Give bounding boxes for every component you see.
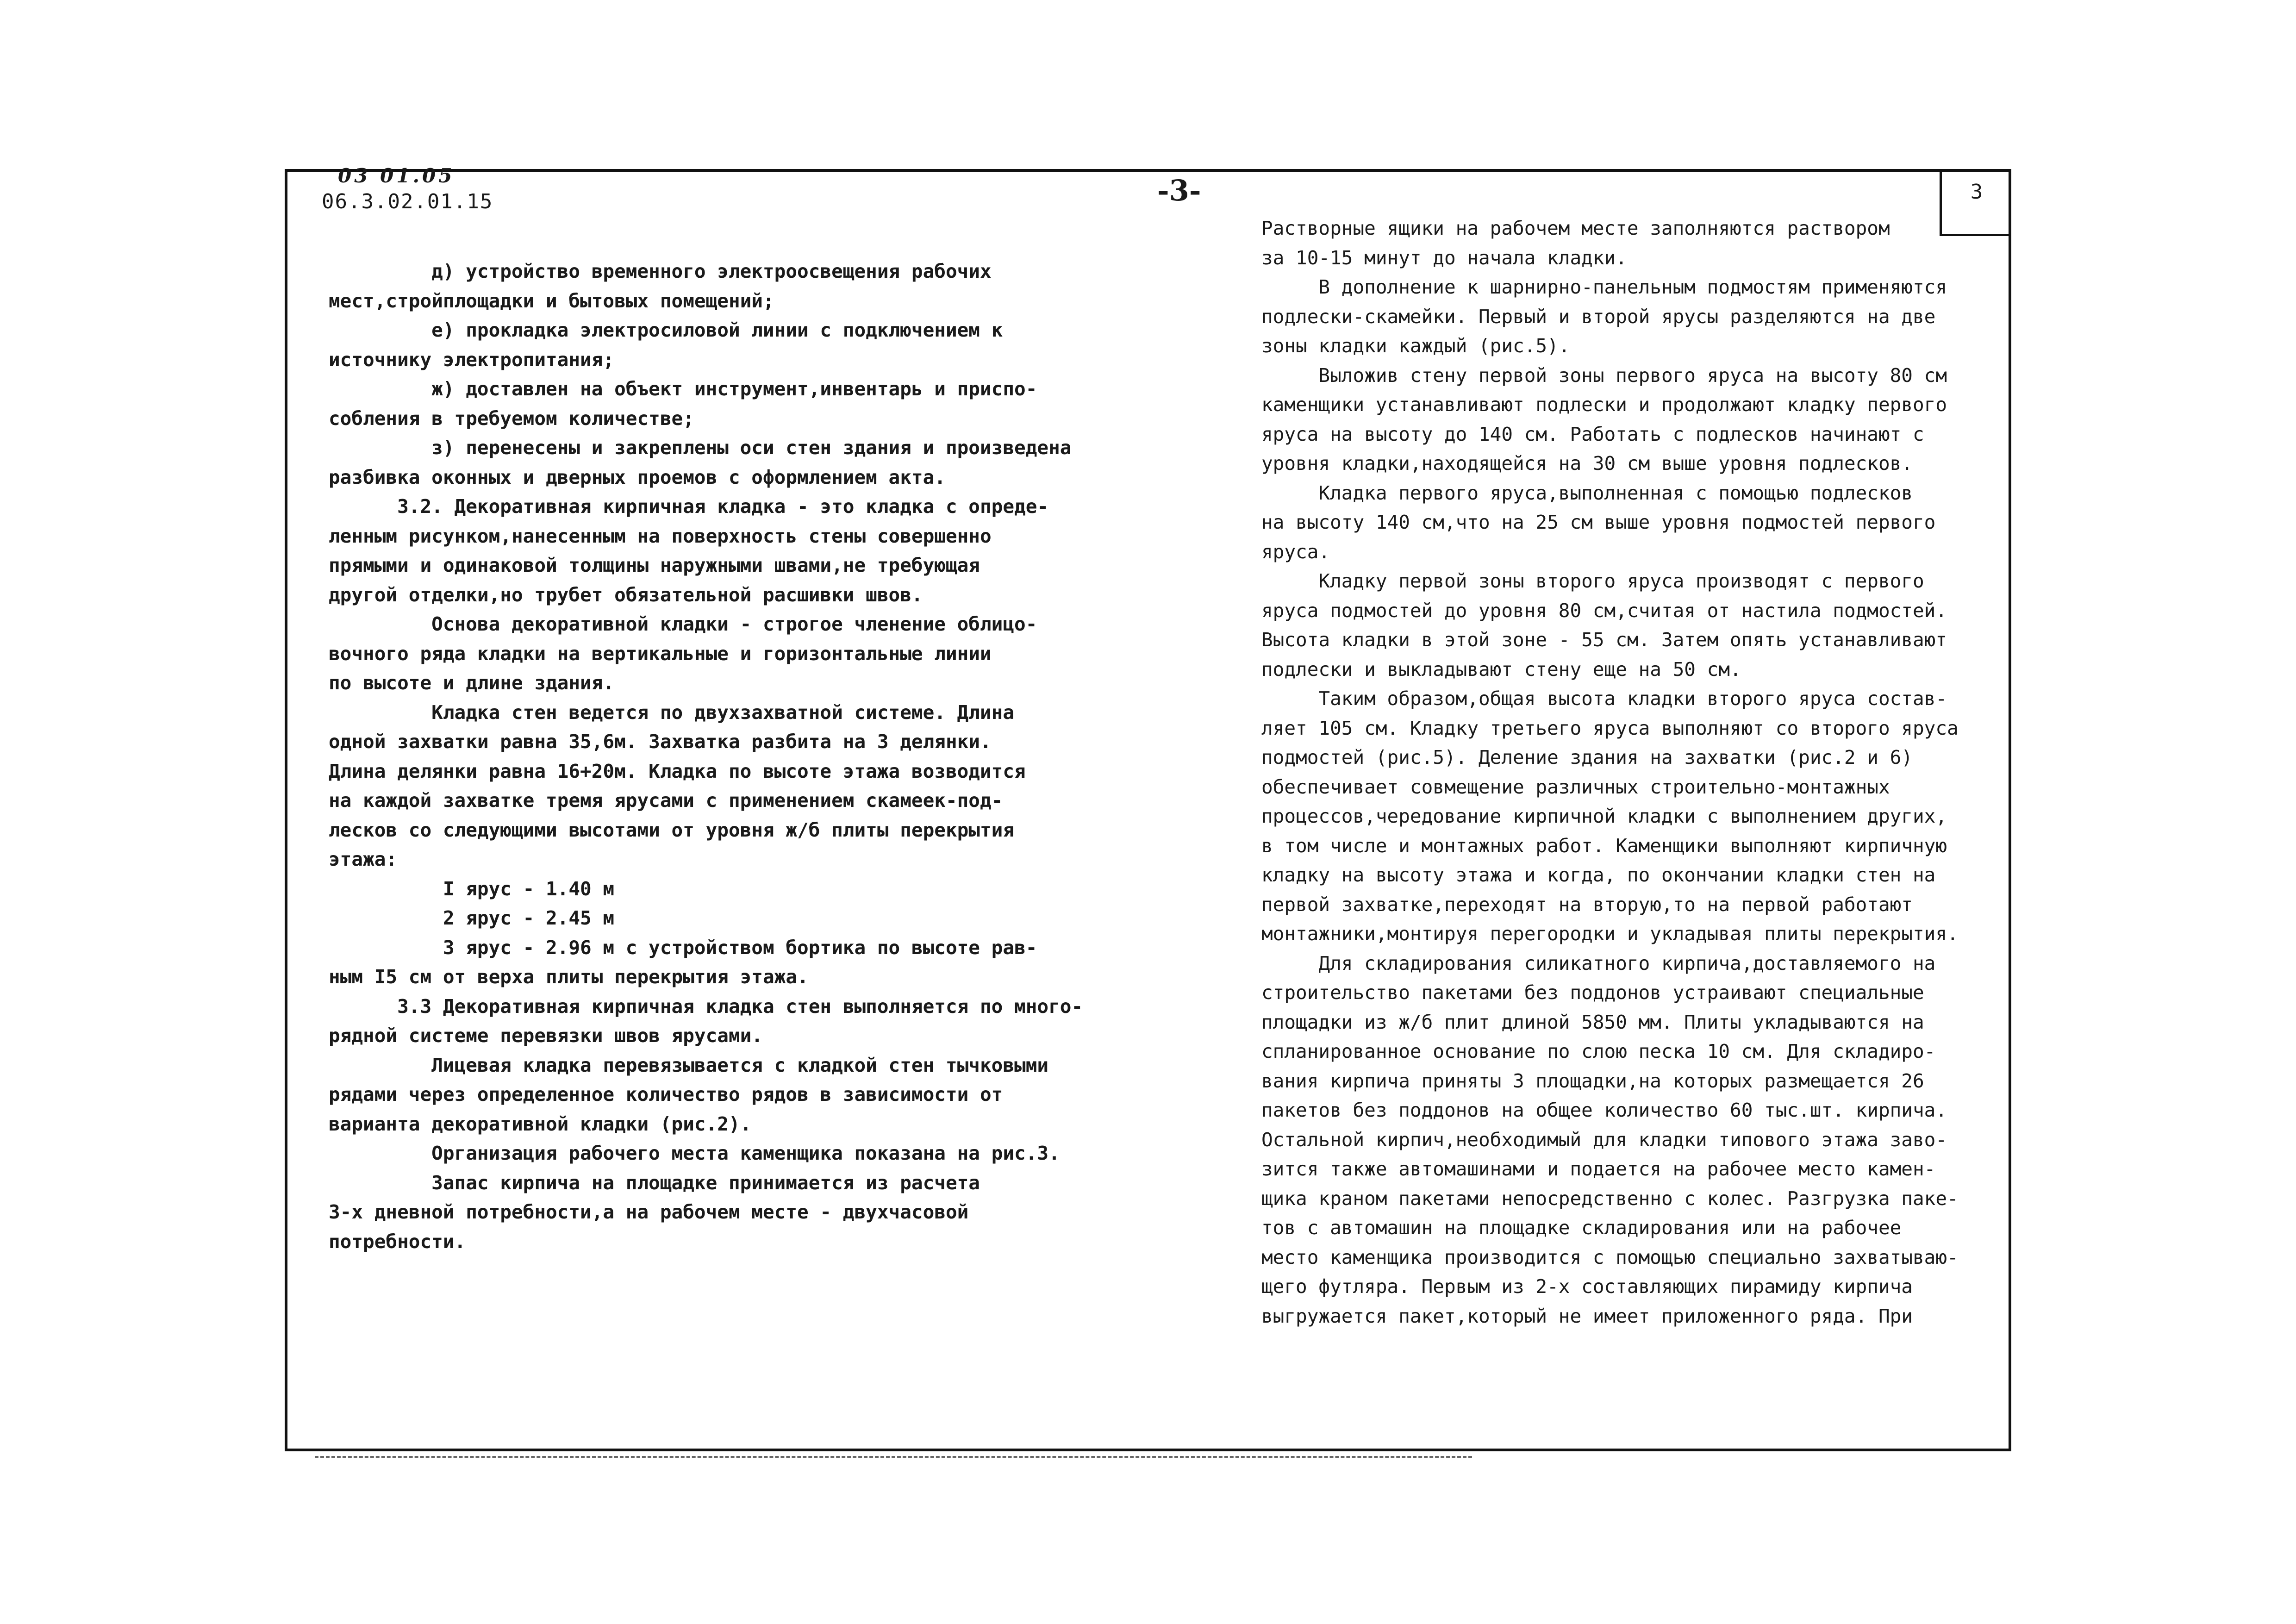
- right-text-line: яруса.: [1261, 540, 1330, 563]
- left-text-line: е) прокладка электросиловой линии с подключением к: [329, 319, 1003, 341]
- right-text-line: Растворные ящики на рабочем месте заполняются раствором: [1261, 217, 1890, 239]
- right-text-line: обеспечивает совмещение различных строительно-монтажных: [1261, 775, 1890, 798]
- left-text-line: вочного ряда кладки на вертикальные и горизонтальные линии: [329, 642, 992, 665]
- right-text-line: подмостей (рис.5). Деление здания на захватки (рис.2 и 6): [1261, 746, 1913, 768]
- right-text-line: яруса подмостей до уровня 80 см,считая от настила подмостей.: [1261, 599, 1947, 622]
- right-text-line: в том числе и монтажных работ. Каменщики выполняют кирпичную: [1261, 834, 1947, 857]
- left-text-line: мест,стройплощадки и бытовых помещений;: [329, 289, 774, 312]
- right-text-line: Кладка первого яруса,выполненная с помощью подлесков: [1261, 481, 1913, 504]
- right-text-line: каменщики устанавливают подлески и продолжают кладку первого: [1261, 394, 1947, 416]
- left-text-line: ж) доставлен на объект инструмент,инвентарь и приспо-: [329, 378, 1037, 400]
- left-text-line: рядами через определенное количество рядов в зависимости от: [329, 1083, 1003, 1106]
- right-text-line: зоны кладки каждый (рис.5).: [1261, 335, 1570, 357]
- left-text-line: другой отделки,но трубет обязательной расшивки швов.: [329, 583, 923, 606]
- right-column-text: [1261, 214, 2002, 1331]
- right-text-line: монтажники,монтируя перегородки и укладывая плиты перекрытия.: [1261, 923, 1959, 945]
- left-text-line: рядной системе перевязки швов ярусами.: [329, 1024, 763, 1047]
- left-text-line: Основа декоративной кладки - строгое членение облицо-: [329, 613, 1037, 635]
- left-text-line: по высоте и длине здания.: [329, 672, 615, 694]
- left-text-line: источнику электропитания;: [329, 348, 615, 371]
- handwritten-code: 03 01.05: [338, 164, 455, 187]
- right-text-line: яруса на высоту до 140 см. Работать с подлесков начинают с: [1261, 423, 1924, 445]
- right-text-line: ляет 105 см. Кладку третьего яруса выполняют со второго яруса: [1261, 717, 1959, 739]
- bottom-dashed-line: [315, 1456, 1472, 1458]
- left-text-line: ным I5 см от верха плиты перекрытия этажа.: [329, 966, 809, 988]
- left-text-line: ленным рисунком,нанесенным на поверхность стены совершенно: [329, 525, 992, 547]
- right-text-line: Кладку первой зоны второго яруса производят с первого: [1261, 570, 1924, 592]
- left-text-line: разбивка оконных и дверных проемов с оформлением акта.: [329, 466, 946, 488]
- right-text-line: тов с автомашин на площадке складирования или на рабочее: [1261, 1217, 1902, 1239]
- left-text-line: собления в требуемом количестве;: [329, 407, 694, 430]
- left-text-line: Лицевая кладка перевязывается с кладкой стен тычковыми: [329, 1054, 1049, 1076]
- right-text-line: подлески и выкладывают стену еще на 50 см.: [1261, 658, 1741, 681]
- right-text-line: Высота кладки в этой зоне - 55 см. Затем опять устанавливают: [1261, 629, 1947, 651]
- right-text-line: кладку на высоту этажа и когда, по окончании кладки стен на: [1261, 864, 1936, 886]
- right-text-line: вания кирпича приняты 3 площадки,на которых размещается 26: [1261, 1069, 1924, 1092]
- right-text-line: за 10-15 минут до начала кладки.: [1261, 246, 1627, 269]
- document-code: 06.3.02.01.15: [322, 190, 493, 213]
- left-text-line: з) перенесены и закреплены оси стен здания и произведена: [329, 437, 1072, 459]
- right-text-line: Выложив стену первой зоны первого яруса на высоту 80 см: [1261, 364, 1947, 387]
- left-text-line: Длина делянки равна 16+20м. Кладка по высоте этажа возводится: [329, 760, 1026, 782]
- page-number: -3-: [1157, 174, 1201, 207]
- right-text-line: зится также автомашинами и подается на рабочее место камен-: [1261, 1158, 1936, 1180]
- right-text-line: место каменщика производится с помощью специально захватываю-: [1261, 1246, 1959, 1268]
- right-text-line: строительство пакетами без поддонов устраивают специальные: [1261, 981, 1924, 1004]
- sheet-number: 3: [1970, 180, 1983, 204]
- left-text-line: на каждой захватке тремя ярусами с применением скамеек-под-: [329, 789, 1003, 812]
- right-text-line: щего футляра. Первым из 2-х составляющих пирамиду кирпича: [1261, 1275, 1913, 1298]
- right-text-line: на высоту 140 см,что на 25 см выше уровня подмостей первого: [1261, 511, 1936, 533]
- left-text-line: 3 ярус - 2.96 м с устройством бортика по высоте рав-: [329, 936, 1037, 959]
- left-text-line: 3.2. Декоративная кирпичная кладка - это кладка с опреде-: [329, 495, 1049, 518]
- left-text-line: потребности.: [329, 1230, 466, 1253]
- left-text-line: 3-х дневной потребности,а на рабочем месте - двухчасовой: [329, 1201, 969, 1223]
- left-text-line: Кладка стен ведется по двухзахватной системе. Длина: [329, 701, 1015, 724]
- right-text-line: щика краном пакетами непосредственно с колес. Разгрузка паке-: [1261, 1187, 1959, 1210]
- right-text-line: выгружается пакет,который не имеет приложенного ряда. При: [1261, 1305, 1913, 1327]
- left-text-line: I ярус - 1.40 м: [329, 877, 615, 900]
- right-text-line: Остальной кирпич,необходимый для кладки типового этажа заво-: [1261, 1128, 1947, 1151]
- right-text-line: первой захватке,переходят на вторую,то на первой работают: [1261, 893, 1913, 916]
- left-text-line: одной захватки равна 35,6м. Захватка разбита на 3 делянки.: [329, 731, 992, 753]
- right-text-line: уровня кладки,находящейся на 30 см выше уровня подлесков.: [1261, 452, 1913, 475]
- left-text-line: 3.3 Декоративная кирпичная кладка стен выполняется по много-: [329, 995, 1083, 1018]
- right-text-line: спланированное основание по слою песка 10 см. Для складиро-: [1261, 1040, 1936, 1062]
- left-text-line: этажа:: [329, 848, 398, 870]
- left-text-line: Запас кирпича на площадке принимается из расчета: [329, 1171, 980, 1194]
- right-text-line: В дополнение к шарнирно-панельным подмостям применяются: [1261, 276, 1947, 298]
- right-text-line: Для складирования силикатного кирпича,доставляемого на: [1261, 952, 1936, 974]
- right-text-line: пакетов без поддонов на общее количество 60 тыс.шт. кирпича.: [1261, 1099, 1947, 1121]
- left-text-line: 2 ярус - 2.45 м: [329, 907, 615, 929]
- left-text-line: Организация рабочего места каменщика показана на рис.3.: [329, 1142, 1060, 1164]
- right-text-line: Таким образом,общая высота кладки второго яруса состав-: [1261, 687, 1947, 710]
- left-text-line: д) устройство временного электроосвещения рабочих: [329, 260, 992, 282]
- left-text-line: варианта декоративной кладки (рис.2).: [329, 1112, 752, 1135]
- right-text-line: площадки из ж/б плит длиной 5850 мм. Плиты укладываются на: [1261, 1011, 1924, 1033]
- left-column-text: [329, 257, 1153, 1256]
- left-text-line: лесков со следующими высотами от уровня ж/б плиты перекрытия: [329, 818, 1015, 841]
- right-text-line: процессов,чередование кирпичной кладки с выполнением других,: [1261, 805, 1947, 827]
- right-text-line: подлески-скамейки. Первый и второй ярусы разделяются на две: [1261, 305, 1936, 328]
- left-text-line: прямыми и одинаковой толщины наружными швами,не требующая: [329, 554, 980, 576]
